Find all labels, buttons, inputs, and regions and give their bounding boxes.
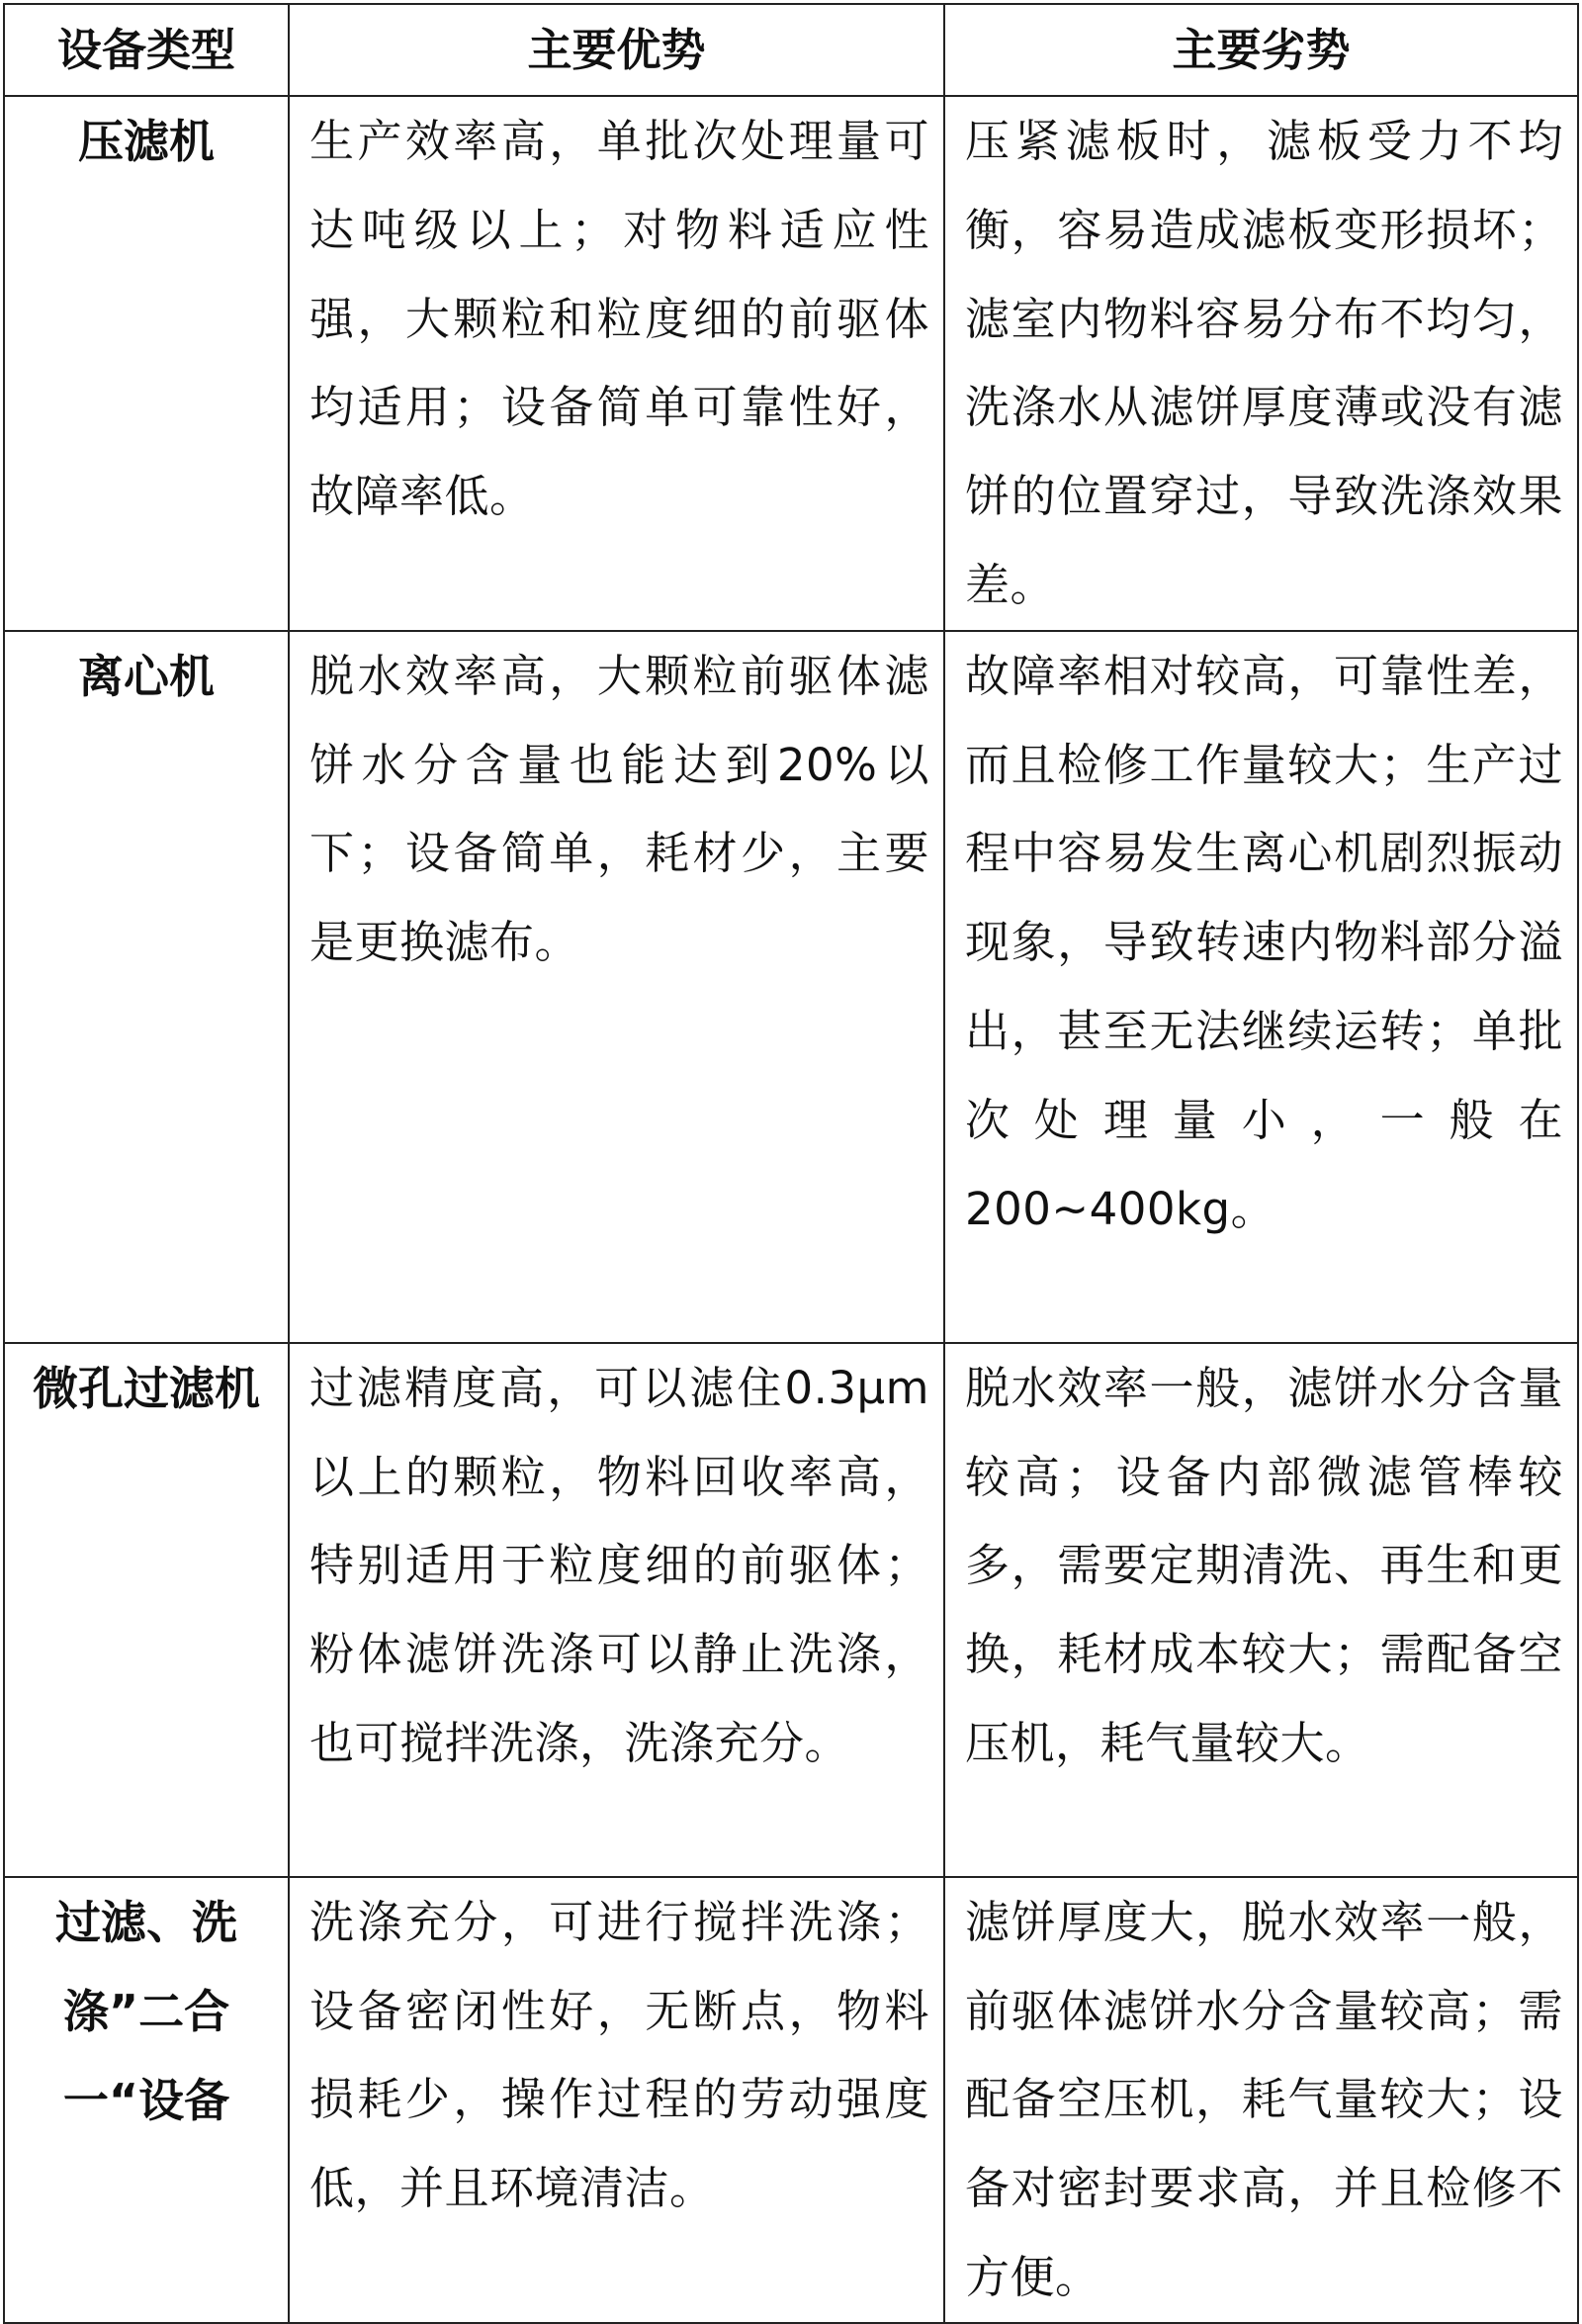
advantages-cell: 过滤精度高，可以滤住0.3μm 以上的颗粒，物料回收率高，特别适用于粒度细的前驱体；粉体滤饼洗涤可以静止洗涤，也可搅拌洗涤，洗涤充分。 bbox=[289, 1343, 944, 1877]
disadvantages-cell: 脱水效率一般，滤饼水分含量较高；设备内部微滤管棒较多，需要定期清洗、再生和更换，耗材成本较大；需配备空压机，耗气量较大。 bbox=[944, 1343, 1578, 1877]
equipment-type-cell: 离心机 bbox=[4, 631, 289, 1343]
table-row bbox=[4, 631, 1578, 1343]
equipment-comparison-table bbox=[3, 3, 1579, 2324]
table-row bbox=[4, 1877, 1578, 2323]
equipment-type-cell: 压滤机 bbox=[4, 96, 289, 631]
table-row bbox=[4, 1343, 1578, 1877]
equipment-type-cell: 过滤、洗涤”二合一“设备 bbox=[4, 1877, 289, 2323]
advantages-cell: 脱水效率高，大颗粒前驱体滤饼水分含量也能达到20%以下；设备简单，耗材少，主要是更换滤布。 bbox=[289, 631, 944, 1343]
table-row bbox=[4, 96, 1578, 631]
header-advantages: 主要优势 bbox=[289, 4, 944, 96]
disadvantages-cell: 故障率相对较高，可靠性差，而且检修工作量较大；生产过程中容易发生离心机剧烈振动现象，导致转速内物料部分溢出，甚至无法继续运转；单批次处理量小，一般在200~400kg。 bbox=[944, 631, 1578, 1343]
header-disadvantages: 主要劣势 bbox=[944, 4, 1578, 96]
equipment-type-cell: 微孔过滤机 bbox=[4, 1343, 289, 1877]
disadvantages-cell: 压紧滤板时，滤板受力不均衡，容易造成滤板变形损坏；滤室内物料容易分布不均匀，洗涤水从滤饼厚度薄或没有滤饼的位置穿过，导致洗涤效果差。 bbox=[944, 96, 1578, 631]
header-equipment-type: 设备类型 bbox=[4, 4, 289, 96]
disadvantages-cell: 滤饼厚度大，脱水效率一般，前驱体滤饼水分含量较高；需配备空压机，耗气量较大；设备对密封要求高，并且检修不方便。 bbox=[944, 1877, 1578, 2323]
header-row bbox=[4, 4, 1578, 96]
advantages-cell: 洗涤充分，可进行搅拌洗涤；设备密闭性好，无断点，物料损耗少，操作过程的劳动强度低，并且环境清洁。 bbox=[289, 1877, 944, 2323]
advantages-cell: 生产效率高，单批次处理量可达吨级以上；对物料适应性强，大颗粒和粒度细的前驱体均适用；设备简单可靠性好，故障率低。 bbox=[289, 96, 944, 631]
